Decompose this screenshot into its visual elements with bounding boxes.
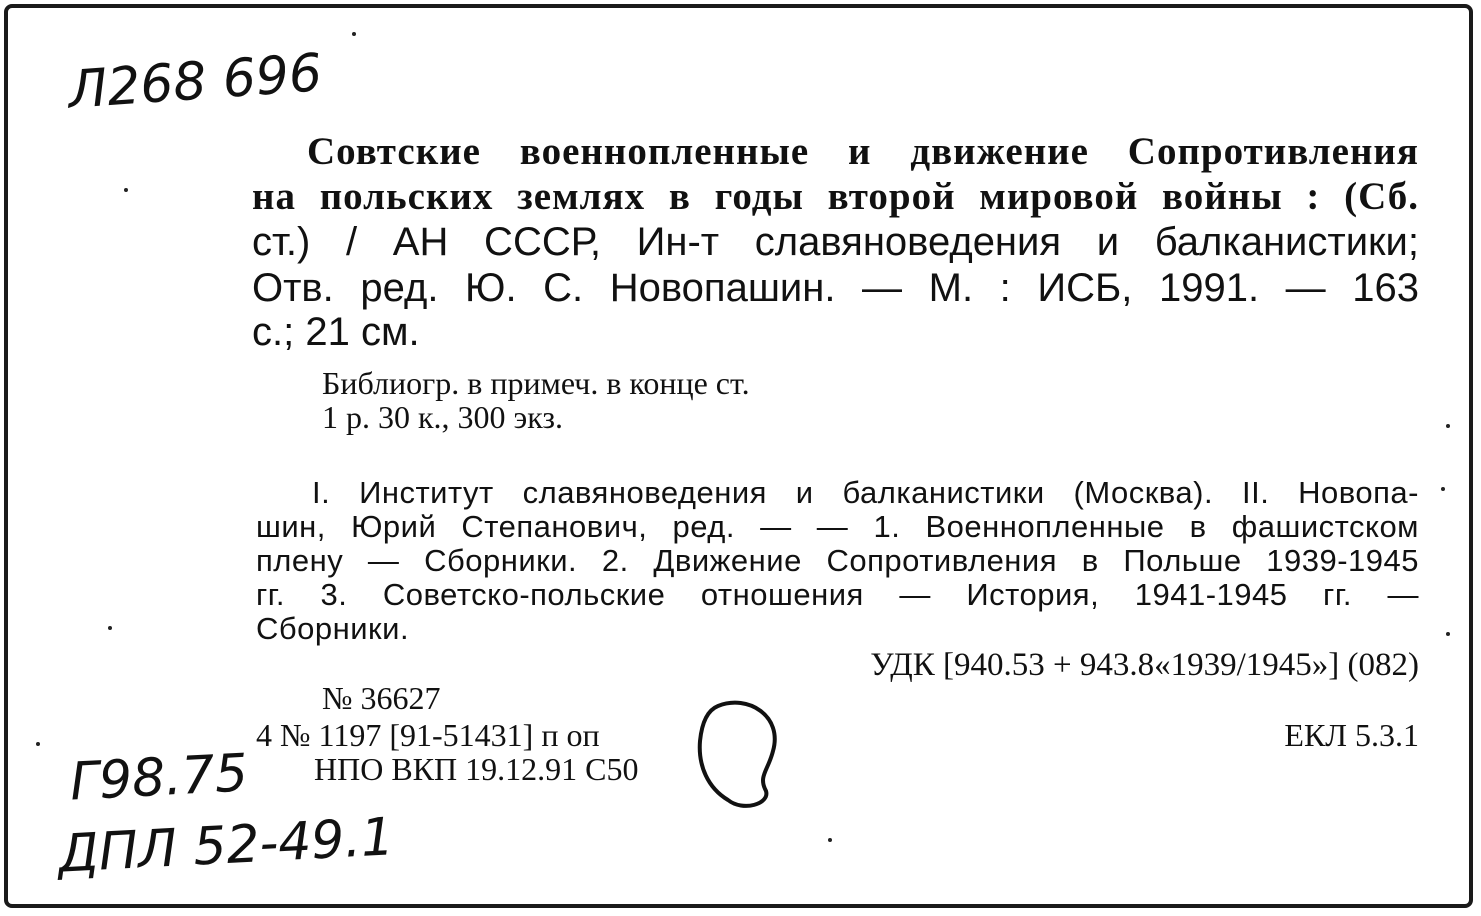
bibliography-note: Библиогр. в примеч. в конце ст. — [322, 365, 750, 401]
npo-line: НПО ВКП 19.12.91 С50 — [314, 751, 639, 787]
registry-number: № 36627 — [322, 680, 441, 716]
speck — [828, 838, 832, 842]
subject-line-4: гг. 3. Советско-польские отношения — История, 1941-1945 гг. — — [256, 577, 1419, 612]
subject-line-2: шин, Юрий Степанович, ред. — — 1. Военнопленные в фашистском — [256, 509, 1419, 544]
title-line-1: Совтские военнопленные и движение Сопротивления — [307, 130, 1419, 173]
handwritten-inventory-number: Л268 696 — [66, 43, 324, 121]
body-line-3: с.; 21 см. — [252, 310, 420, 354]
ekl-code: ЕКЛ 5.3.1 — [1284, 717, 1419, 753]
body-line-2: Отв. ред. Ю. С. Новопашин. — М. : ИСБ, 1991. — 163 — [252, 266, 1419, 310]
order-line: 4 № 1197 [91-51431] п оп — [256, 717, 600, 753]
udk-code: УДК [940.53 + 943.8«1939/1945»] (082) — [870, 647, 1419, 683]
speck — [1441, 487, 1445, 491]
speck — [108, 626, 112, 630]
speck — [36, 742, 40, 746]
speck — [124, 188, 128, 192]
subject-line-5: Сборники. — [256, 611, 410, 646]
speck — [1446, 424, 1450, 428]
handwritten-classification-2: ДПЛ 52-49.1 — [56, 807, 396, 885]
speck — [1446, 632, 1450, 636]
body-line-1: ст.) / АН СССР, Ин-т славяноведения и балканистики; — [252, 220, 1419, 264]
handwritten-classification-1: Г98.75 — [68, 743, 250, 813]
title-line-2: на польских землях в годы второй мировой войны : (Сб. — [252, 175, 1419, 218]
subject-line-3: плену — Сборники. 2. Движение Сопротивления в Польше 1939-1945 — [256, 543, 1419, 578]
subject-line-1: I. Институт славяноведения и балканистики (Москва). II. Новопа- — [312, 475, 1419, 510]
price-note: 1 р. 30 к., 300 экз. — [322, 399, 564, 435]
ink-stamp-oval — [688, 696, 798, 816]
speck — [352, 32, 356, 36]
